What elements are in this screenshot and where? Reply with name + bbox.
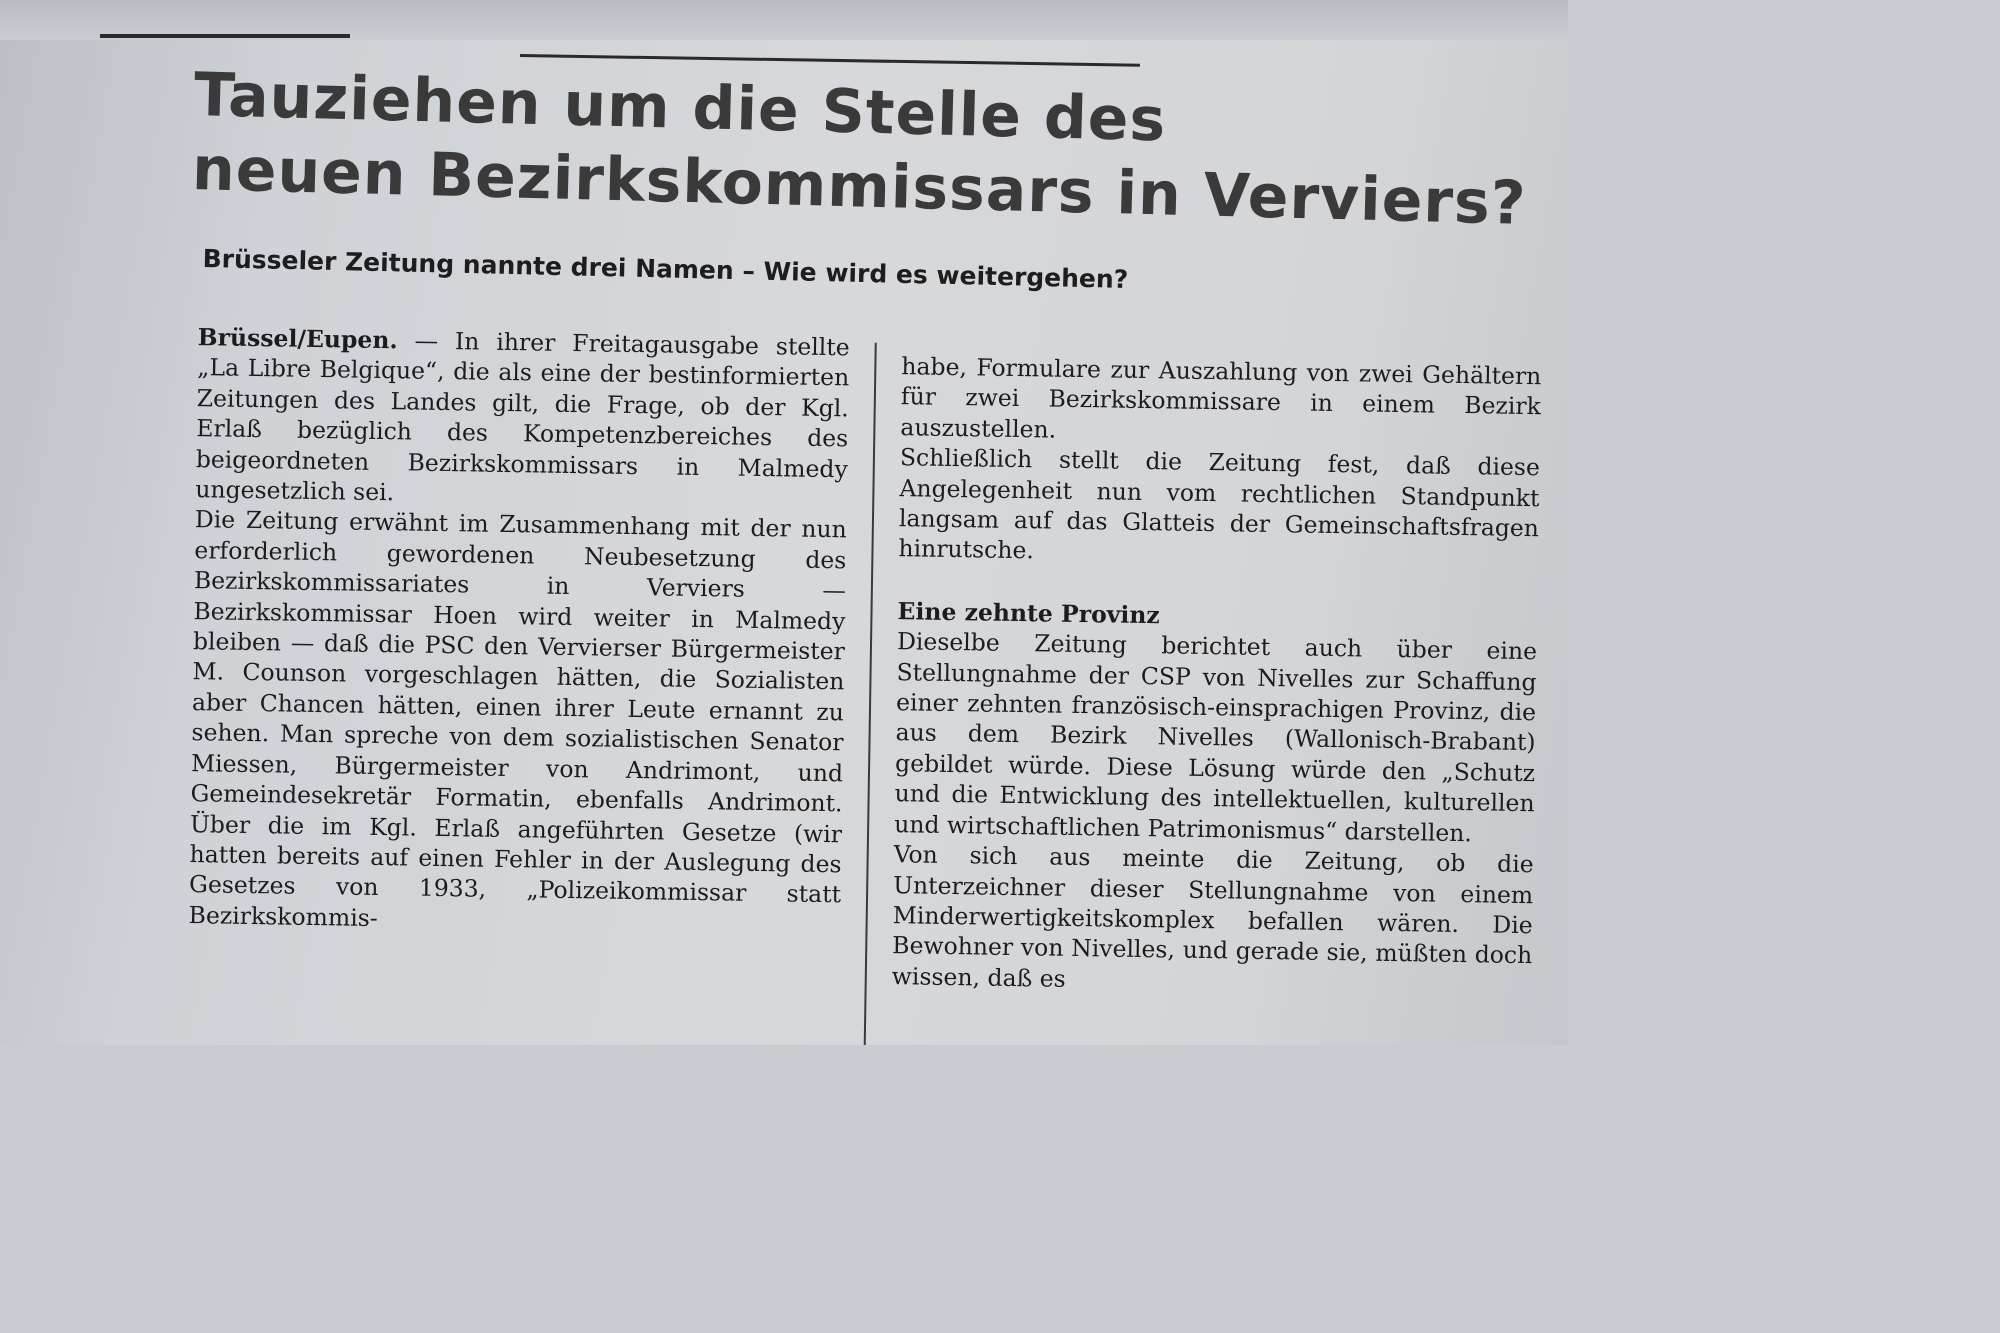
article-subheadline: Brüsseler Zeitung nannte drei Namen – Wie wird es weitergehen? (202, 244, 1129, 294)
left-paragraph-2: Die Zeitung erwähnt im Zusammenhang mit der nun erforderlich gewordenen Neubesetzung des Bezirkskommissariates in Verviers — Bezirkskommissar Hoen wird weiter in Malmedy bleiben — daß die PSC den Vervierser Bürgermeister M. Counson vorgeschlagen hätten, die Sozialisten aber Chancen hätten, einen ihrer Leute ernannt zu sehen. Man spreche von dem sozialistischen Senator Miessen, Bürgermeister von Andrimont, und Gemeindesekretär Formatin, ebenfalls Andrimont. Über die im Kgl. Erlaß angeführten Gesetze (wir hatten bereits auf einen Fehler in der Auslegung des Gesetzes von 1933, „Polizeikommissar statt Bezirkskommis- (188, 505, 848, 932)
left-paragraph-1 (195, 322, 850, 515)
right-paragraph-4: Von sich aus meinte die Zeitung, ob die Unterzeichner dieser Stellungnahme von einem Minderwertigkeitskomplex befallen wären. Die Bewohner von Nivelles, und gerade sie, müßten doch wissen, daß es (891, 840, 1534, 993)
top-rule-left (100, 34, 350, 38)
headline-line-1: Tauziehen um die Stelle des (193, 59, 1168, 156)
right-paragraph-1: habe, Formulare zur Auszahlung von zwei Gehältern für zwei Bezirkskommissare in einem Bezirk auszustellen. (900, 352, 1542, 444)
left-column (188, 322, 849, 940)
right-paragraph-2: Schließlich stellt die Zeitung fest, daß diese Angelegenheit nun vom rechtlichen Standpunkt langsam auf das Glatteis der Gemeinschaftsfragen hinrutsche. (898, 443, 1541, 565)
headline-line-2: neuen Bezirkskommissars in Verviers? (191, 133, 1528, 239)
left-paragraph-1-text: — In ihrer Freitagausgabe stellte „La Libre Belgique“, die als eine der bestinformierten Zeitungen des Landes gilt, die Frage, ob der Kgl. Erlaß bezüglich des Kompetenzbereiches des beigeordneten Bezirkskommissars in Malmedy ungesetzlich sei. (195, 326, 850, 507)
column-divider (863, 343, 877, 1045)
top-rule-right (520, 54, 1140, 67)
right-paragraph-3: Dieselbe Zeitung berichtet auch über eine Stellungnahme der CSP von Nivelles zur Schaffung einer zehnten französisch-einsprachigen Provinz, die aus dem Bezirk Nivelles (Wallonisch-Brabant) gebildet würde. Diese Lösung würde den „Schutz und die Entwicklung des intellektuellen, kulturellen und wirtschaftlichen Patrimonismus“ darstellen. (893, 627, 1538, 847)
dateline: Brüssel/Eupen. (197, 323, 398, 355)
article-body (178, 322, 1550, 1045)
article-headline (191, 58, 1534, 241)
right-column (892, 351, 1542, 1001)
section-title: Eine zehnte Provinz (897, 596, 1161, 630)
